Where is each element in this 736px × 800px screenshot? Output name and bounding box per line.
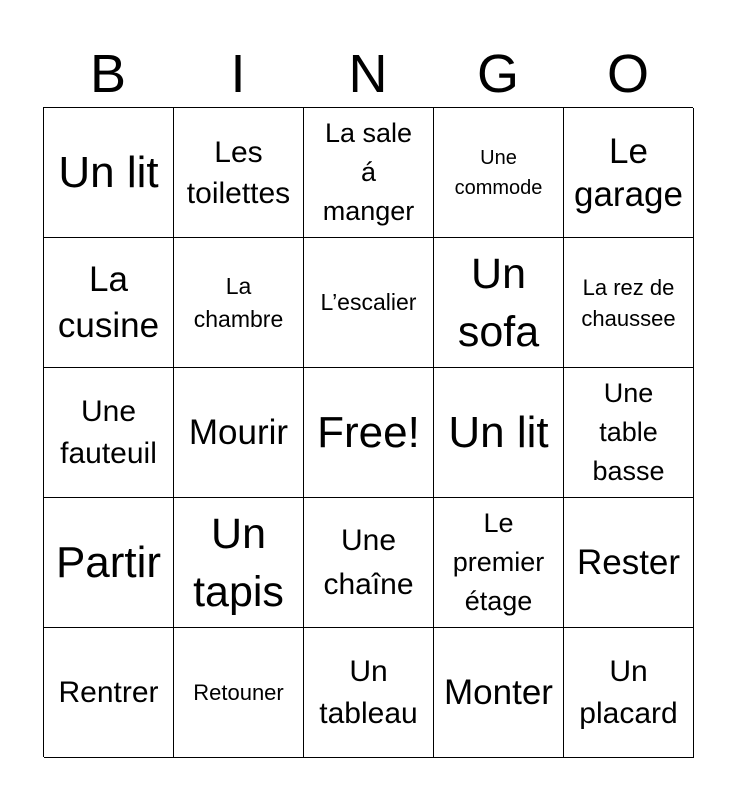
cell-label: Monter: [444, 673, 553, 712]
bingo-cell[interactable]: [44, 498, 174, 628]
bingo-cell[interactable]: [174, 368, 304, 498]
cell-label: Free!: [317, 407, 420, 457]
header-letter-b: B: [89, 44, 127, 104]
cell-label: Un tableau: [319, 654, 418, 730]
bingo-cell[interactable]: [564, 498, 694, 628]
cell-label: Une fauteuil: [60, 394, 157, 470]
cell-label: Un sofa: [457, 249, 540, 356]
bingo-cell[interactable]: [304, 498, 434, 628]
bingo-cell[interactable]: [564, 108, 694, 238]
cell-label: La cusine: [57, 259, 160, 345]
bingo-cell free-space[interactable]: [304, 368, 434, 498]
bingo-cell[interactable]: [174, 108, 304, 238]
cell-label: Un tapis: [193, 509, 284, 616]
cell-label: Rester: [576, 543, 681, 582]
bingo-cell[interactable]: [434, 108, 564, 238]
bingo-cell[interactable]: [434, 498, 564, 628]
header-letter-i: I: [230, 44, 246, 104]
bingo-cell[interactable]: [44, 628, 174, 758]
cell-label: Un lit: [448, 407, 549, 457]
bingo-cell[interactable]: [304, 108, 434, 238]
bingo-cell[interactable]: [564, 368, 694, 498]
bingo-cell[interactable]: [44, 238, 174, 368]
bingo-cell[interactable]: [304, 628, 434, 758]
cell-label: Retouner: [193, 680, 284, 705]
cell-label: Les toilettes: [186, 135, 291, 210]
cell-label: Partir: [55, 537, 162, 587]
cell-label: Une chaîne: [323, 523, 414, 601]
header-letter-g: G: [476, 44, 519, 104]
bingo-card-grid: [43, 107, 693, 757]
cell-label: Rentrer: [58, 676, 159, 709]
bingo-cell[interactable]: [564, 628, 694, 758]
cell-label: L’escalier: [320, 289, 417, 315]
header-letter-n: N: [348, 44, 388, 104]
cell-label: Un placard: [579, 654, 678, 730]
header-letter-o: O: [606, 44, 649, 104]
cell-label: Le premier étage: [452, 508, 545, 616]
bingo-cell[interactable]: [44, 108, 174, 238]
cell-label: Une commode: [454, 146, 543, 199]
cell-label: La chambre: [193, 272, 284, 332]
bingo-cell[interactable]: [44, 368, 174, 498]
cell-label: Le garage: [574, 131, 683, 214]
cell-label: Un lit: [58, 147, 159, 197]
cell-label: Une table basse: [592, 378, 665, 486]
bingo-cell[interactable]: [174, 498, 304, 628]
cell-label: La rez de chaussee: [581, 274, 676, 331]
bingo-cell[interactable]: [434, 238, 564, 368]
bingo-cell[interactable]: [564, 238, 694, 368]
bingo-cell[interactable]: [434, 628, 564, 758]
bingo-cell[interactable]: [174, 628, 304, 758]
bingo-header: [43, 40, 693, 108]
cell-label: Mourir: [188, 413, 289, 452]
bingo-cell[interactable]: [434, 368, 564, 498]
bingo-cell[interactable]: [174, 238, 304, 368]
bingo-cell[interactable]: [304, 238, 434, 368]
cell-label: La sale á manger: [322, 118, 415, 226]
